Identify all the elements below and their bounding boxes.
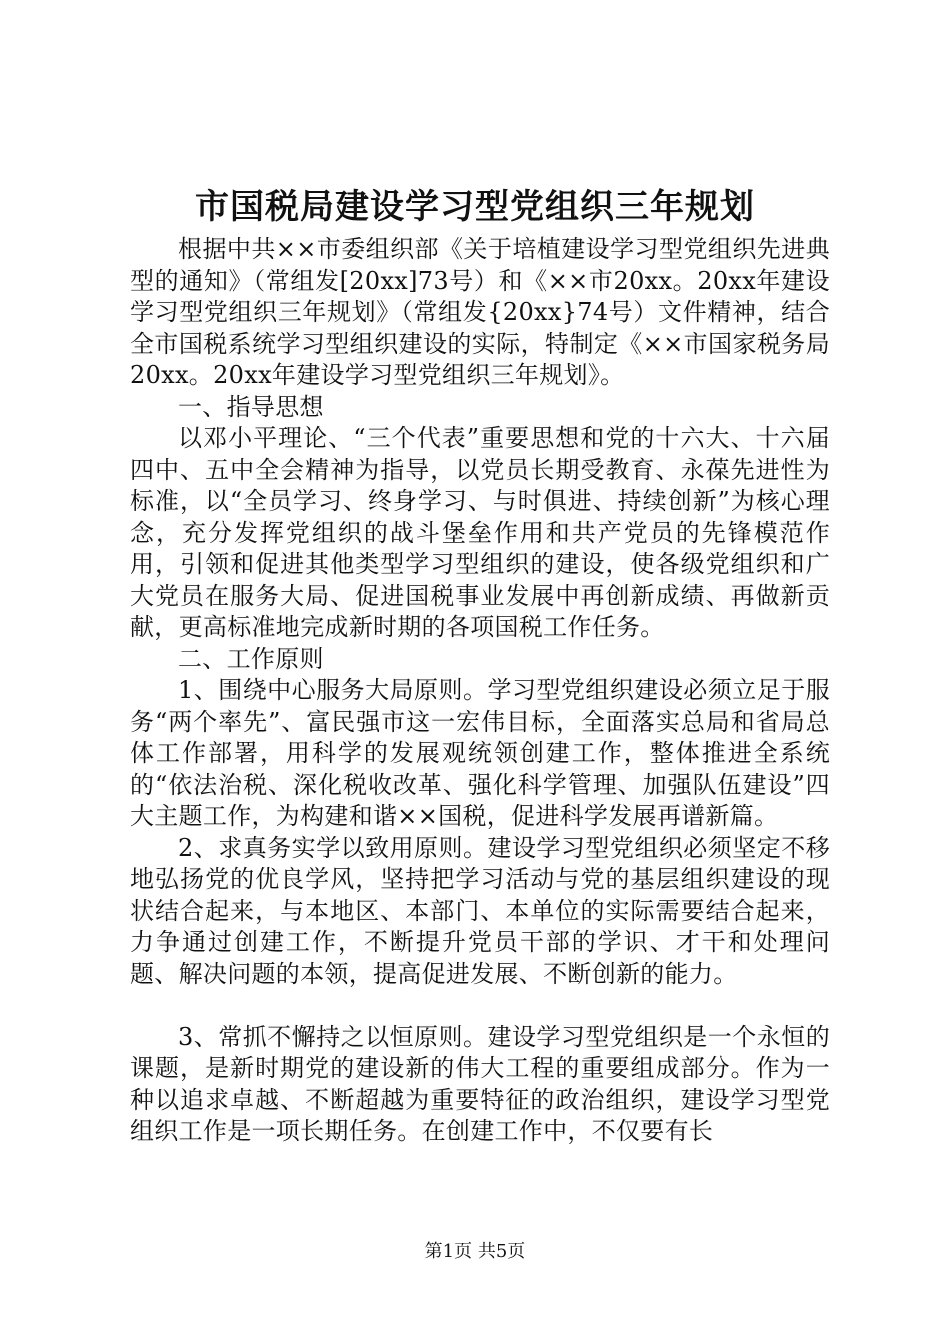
document-title: 市国税局建设学习型党组织三年规划: [195, 187, 755, 227]
principle-paragraph-2: 2、求真务实学以致用原则。建设学习型党组织必须坚定不移地弘扬党的优良学风，坚持把学习活动与党的基层组织建设的现状结合起来，与本地区、本部门、本单位的实际需要结合起来，力争通过创建工作，不断提升党员干部的学识、才干和处理问题、解决问题的本领，提高促进发展、不断创新的能力。: [130, 833, 830, 988]
principle-paragraph-3: 3、常抓不懈持之以恒原则。建设学习型党组织是一个永恒的课题，是新时期党的建设新的伟大工程的重要组成部分。作为一种以追求卓越、不断超越为重要特征的政治组织，建设学习型党组织工作是一项长期任务。在创建工作中，不仅要有长: [130, 1022, 830, 1145]
paragraph-spacer: [130, 990, 830, 1022]
section-heading-guiding-thought: 一、指导思想: [178, 392, 324, 421]
document-body: [130, 234, 830, 1148]
principle-paragraph-1: 1、围绕中心服务大局原则。学习型党组织建设必须立足于服务“两个率先”、富民强市这一宏伟目标，全面落实总局和省局总体工作部署，用科学的发展观统领创建工作，整体推进全系统的“依法治税、深化税收改革、强化科学管理、加强队伍建设”四大主题工作，为构建和谐××国税，促进科学发展再谱新篇。: [130, 676, 830, 830]
section-heading-work-principles: 二、工作原则: [178, 644, 324, 673]
guiding-thought-paragraph: 以邓小平理论、“三个代表”重要思想和党的十六大、十六届四中、五中全会精神为指导，以党员长期受教育、永葆先进性为标准，以“全员学习、终身学习、与时俱进、持续创新”为核心理念，充分发挥党组织的战斗堡垒作用和共产党员的先锋模范作用，引领和促进其他类型学习型组织的建设，使各级党组织和广大党员在服务大局、促进国税事业发展中再创新成绩、再做新贡献，更高标准地完成新时期的各项国税工作任务。: [130, 424, 830, 641]
intro-paragraph: 根据中共××市委组织部《关于培植建设学习型党组织先进典型的通知》（常组发[20xx]73号）和《××市20xx。20xx年建设学习型党组织三年规划》（常组发{20xx}74号）文件精神，结合全市国税系统学习型组织建设的实际，特制定《××市国家税务局20xx。20xx年建设学习型党组织三年规划》。: [130, 235, 830, 389]
page-number-footer: 第1页 共5页: [424, 1241, 526, 1262]
